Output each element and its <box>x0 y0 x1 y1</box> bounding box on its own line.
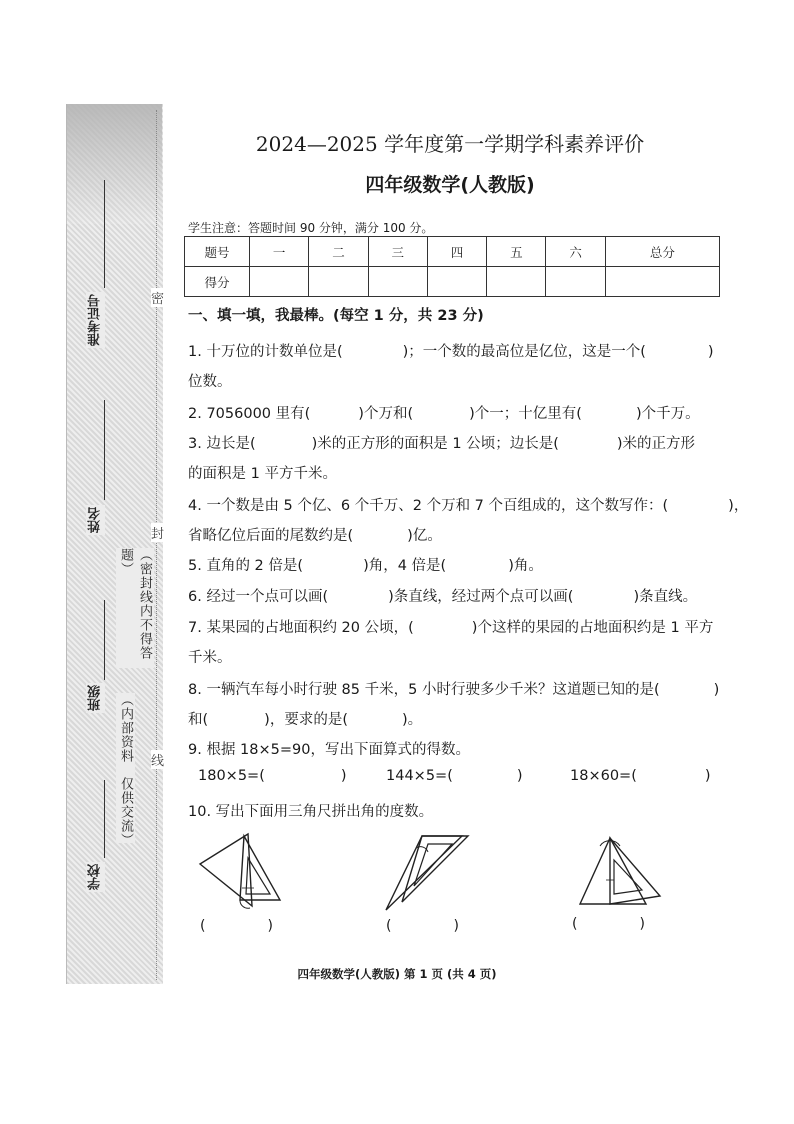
question-10: 10. 写出下面用三角尺拼出角的度数。 <box>188 804 434 820</box>
q10-answer-1[interactable]: ( ) <box>200 918 273 934</box>
internal-material-note: （内部资料 仅供交流） <box>118 693 133 847</box>
name-label: 姓名 <box>88 507 103 533</box>
exam-number-label: 准考证号 <box>88 294 103 346</box>
exam-subtitle: 四年级数学(人教版) <box>365 174 535 196</box>
q9-item-3: 18×60=( ) <box>570 768 711 784</box>
col-3: 三 <box>368 237 427 267</box>
question-9: 9. 根据 18×5=90，写出下面算式的得数。 <box>188 742 470 758</box>
col-5: 五 <box>487 237 546 267</box>
q10-answer-2[interactable]: ( ) <box>386 918 459 934</box>
question-8-cont: 和( )，要求的是( )。 <box>188 712 423 728</box>
col-2: 二 <box>309 237 368 267</box>
col-total: 总分 <box>605 237 719 267</box>
question-1-cont: 位数。 <box>188 374 232 390</box>
set-square-figure-1 <box>196 828 296 912</box>
q9-item-1: 180×5=( ) <box>198 768 347 784</box>
question-1: 1. 十万位的计数单位是( )；一个数的最高位是亿位，这是一个( ) <box>188 344 714 360</box>
question-2: 2. 7056000 里有( )个万和( )个一；十亿里有( )个千万。 <box>188 406 700 422</box>
school-label: 学校 <box>88 864 103 890</box>
score-cell[interactable] <box>605 267 719 297</box>
name-line <box>104 400 105 500</box>
score-table-header-row <box>185 237 720 267</box>
question-3-cont: 的面积是 1 平方千米。 <box>188 466 337 482</box>
question-5: 5. 直角的 2 倍是( )角，4 倍是( )角。 <box>188 558 543 574</box>
class-label: 班级 <box>88 685 103 711</box>
score-table-score-row <box>185 267 720 297</box>
col-4: 四 <box>427 237 486 267</box>
question-3: 3. 边长是( )米的正方形的面积是 1 公顷；边长是( )米的正方形 <box>188 436 696 452</box>
seal-char-mi: 密 <box>151 288 164 307</box>
score-cell[interactable] <box>427 267 486 297</box>
score-table <box>184 236 720 297</box>
question-6: 6. 经过一个点可以画( )条直线，经过两个点可以画( )条直线。 <box>188 589 698 605</box>
sealed-line-note: （密封线内不得答题） <box>116 548 154 668</box>
binding-strip <box>66 104 163 984</box>
score-cell[interactable] <box>309 267 368 297</box>
row-header-question: 题号 <box>185 237 250 267</box>
seal-char-feng: 封 <box>151 523 164 542</box>
row-header-score: 得分 <box>185 267 250 297</box>
seal-dotted-line <box>156 110 157 980</box>
school-line <box>104 780 105 858</box>
section-1-title: 一、填一填，我最棒。(每空 1 分，共 23 分) <box>188 308 484 324</box>
set-square-figure-3 <box>576 832 666 914</box>
set-square-figure-2 <box>382 830 482 912</box>
col-1: 一 <box>250 237 309 267</box>
q9-item-2: 144×5=( ) <box>386 768 523 784</box>
student-notice: 学生注意：答题时间 90 分钟，满分 100 分。 <box>188 221 434 235</box>
question-7: 7. 某果园的占地面积约 20 公顷，( )个这样的果园的占地面积约是 1 平方 <box>188 620 714 636</box>
q10-answer-3[interactable]: ( ) <box>572 916 645 932</box>
score-cell[interactable] <box>487 267 546 297</box>
score-cell[interactable] <box>546 267 605 297</box>
exam-title: 2024—2025 学年度第一学期学科素养评价 <box>255 132 645 156</box>
score-cell[interactable] <box>250 267 309 297</box>
question-4: 4. 一个数是由 5 个亿、6 个千万、2 个万和 7 个百组成的，这个数写作：( )， <box>188 498 749 514</box>
score-cell[interactable] <box>368 267 427 297</box>
page-footer: 四年级数学(人教版) 第 1 页 (共 4 页) <box>297 967 497 981</box>
question-4-cont: 省略亿位后面的尾数约是( )亿。 <box>188 528 442 544</box>
seal-char-xian: 线 <box>151 750 164 769</box>
col-6: 六 <box>546 237 605 267</box>
question-7-cont: 千米。 <box>188 650 232 666</box>
exam-number-line <box>104 180 105 288</box>
class-line <box>104 600 105 680</box>
question-8: 8. 一辆汽车每小时行驶 85 千米，5 小时行驶多少千米？这道题已知的是( ) <box>188 682 720 698</box>
binding-strip-fade <box>66 104 162 224</box>
